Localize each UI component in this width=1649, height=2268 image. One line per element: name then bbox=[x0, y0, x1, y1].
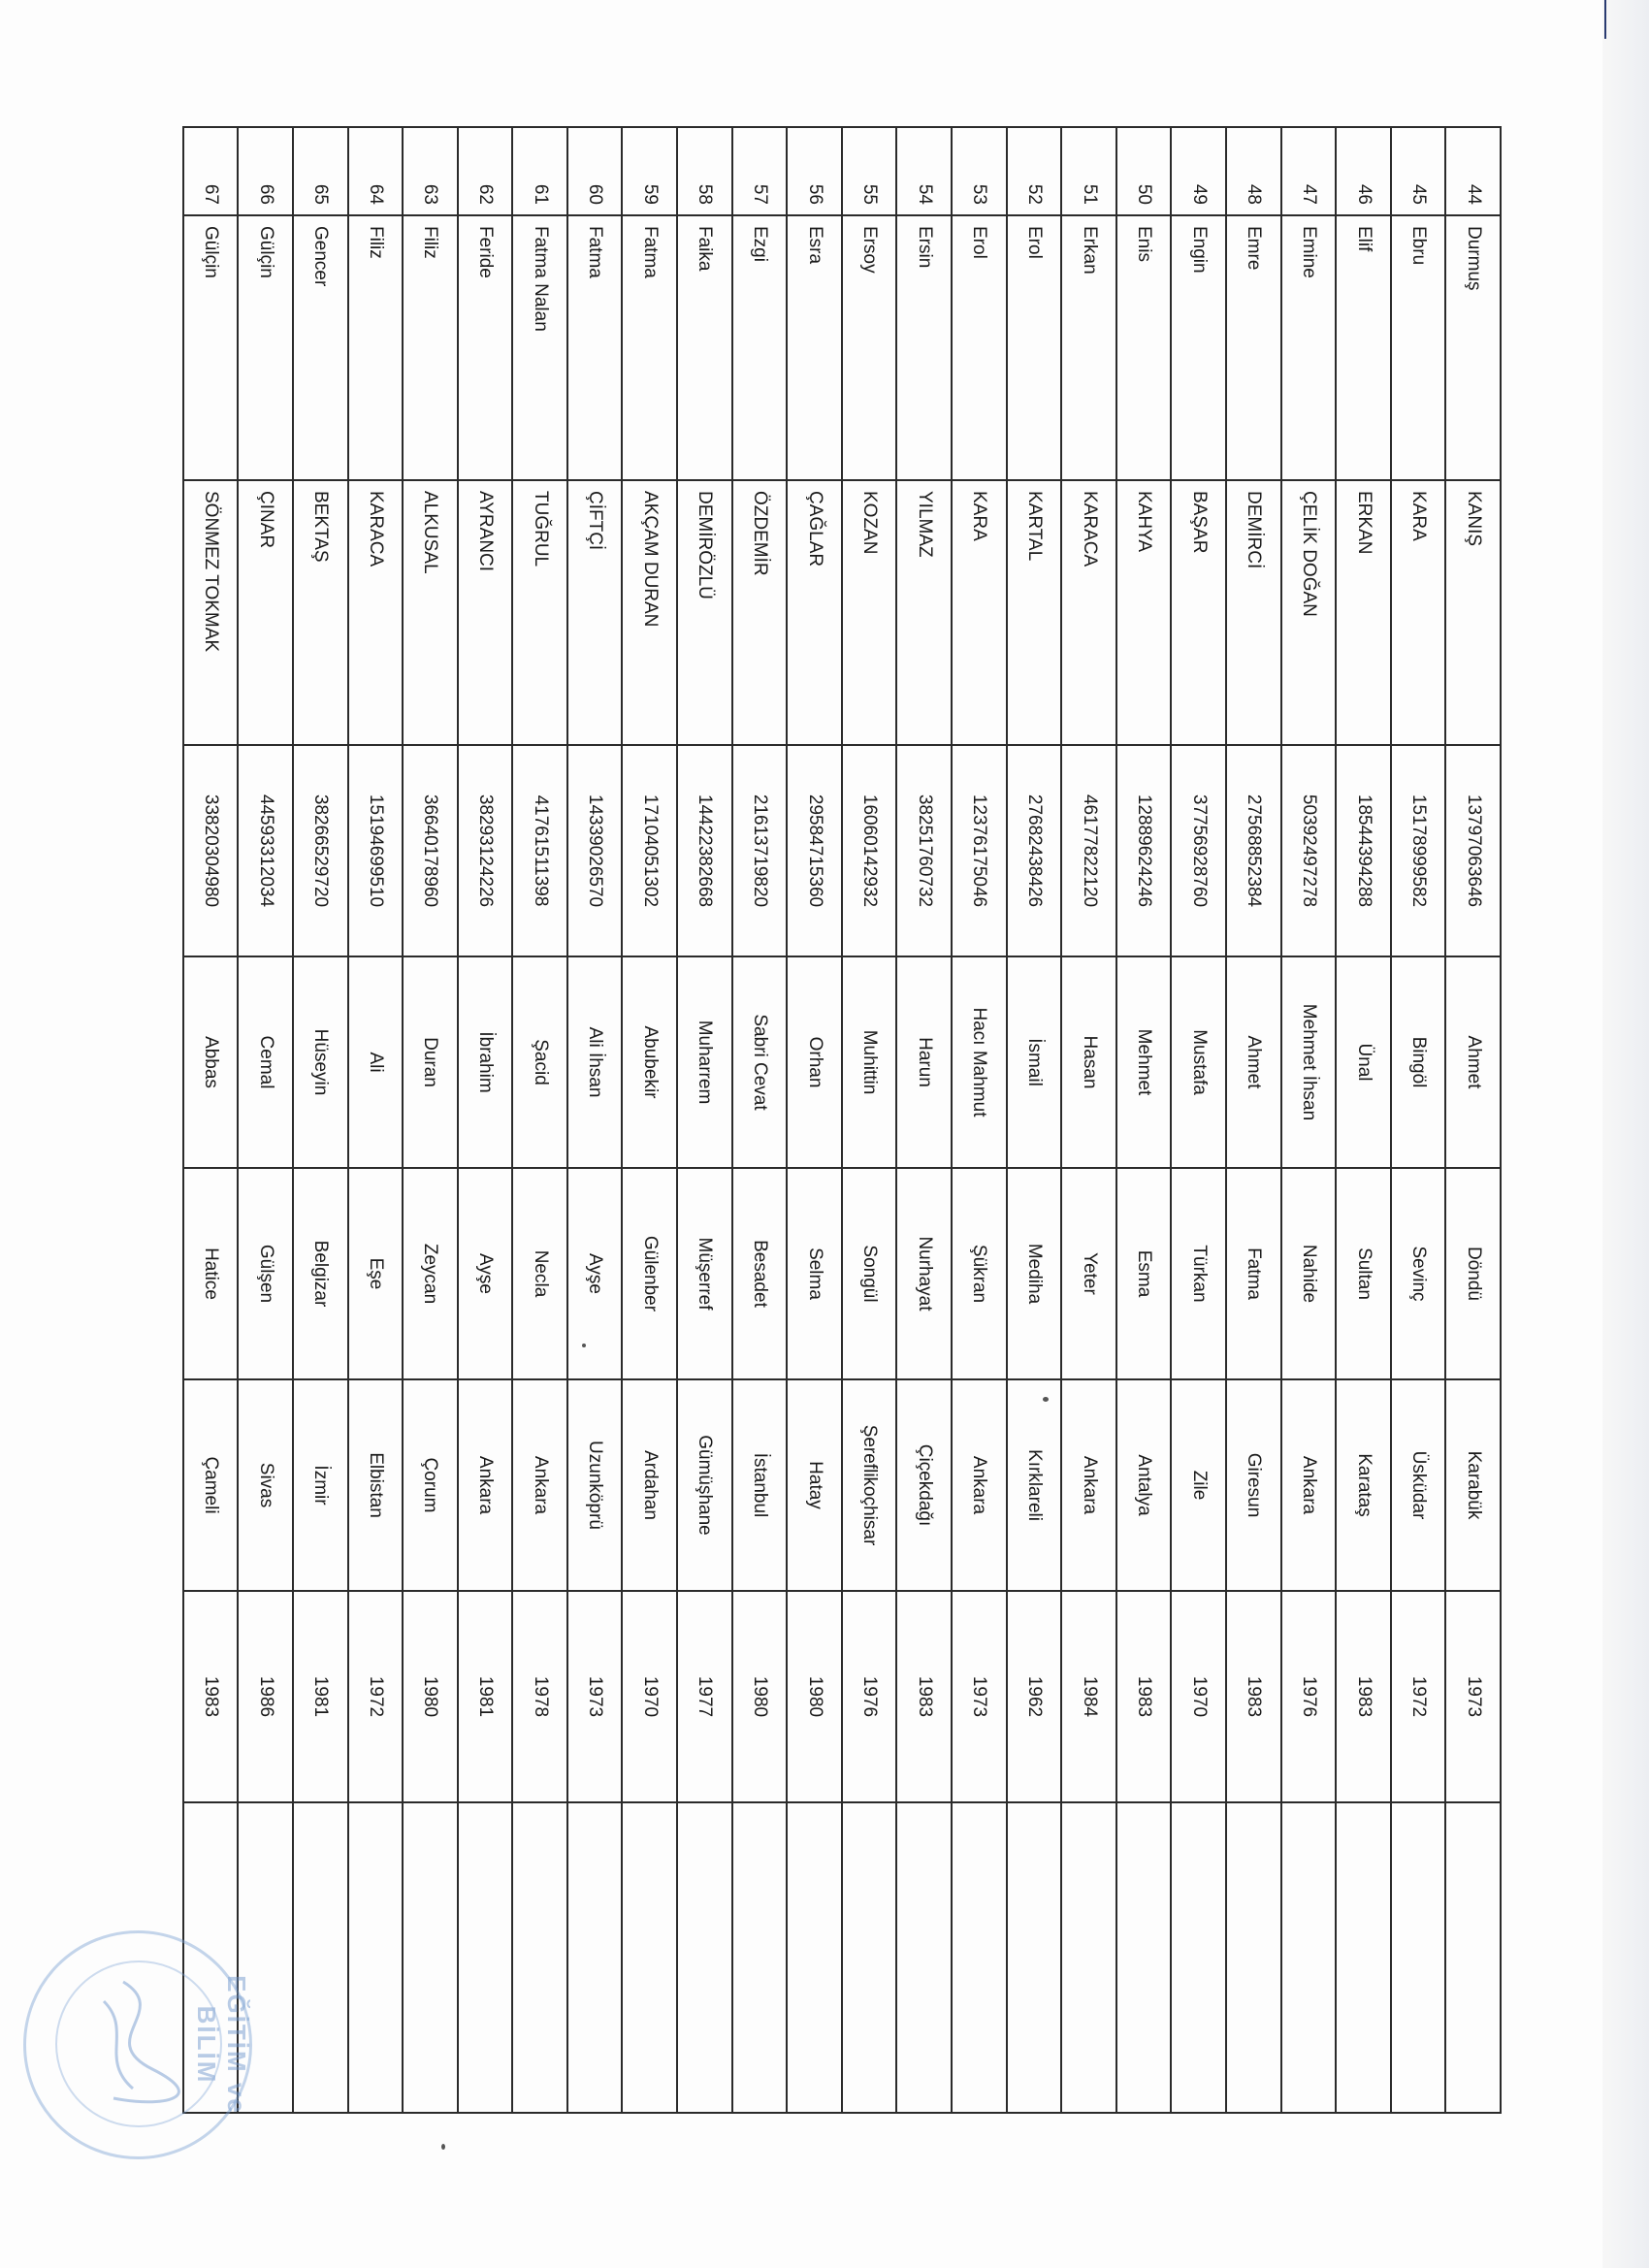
cell-place: Çiçekdağı bbox=[896, 1379, 952, 1591]
table-row bbox=[623, 127, 678, 2113]
table-row bbox=[293, 127, 348, 2113]
cell-note bbox=[1336, 1802, 1391, 2113]
cell-first: Erol bbox=[1007, 215, 1062, 480]
cell-no: 47 bbox=[1281, 127, 1337, 215]
cell-year: 1962 bbox=[1007, 1591, 1062, 1802]
cell-place: Sivas bbox=[238, 1379, 293, 1591]
cell-mother: Yeter bbox=[1061, 1168, 1116, 1379]
table-row bbox=[787, 127, 842, 2113]
cell-tc: 36640178960 bbox=[403, 745, 458, 956]
cell-first: Fatma bbox=[567, 215, 623, 480]
cell-mother: Besadet bbox=[732, 1168, 788, 1379]
table-row bbox=[567, 127, 623, 2113]
cell-tc: 21613719820 bbox=[732, 745, 788, 956]
table-row bbox=[1445, 127, 1501, 2113]
cell-no: 66 bbox=[238, 127, 293, 215]
cell-tc: 27682438426 bbox=[1007, 745, 1062, 956]
cell-year: 1983 bbox=[896, 1591, 952, 1802]
cell-year: 1986 bbox=[238, 1591, 293, 1802]
cell-tc: 46177822120 bbox=[1061, 745, 1116, 956]
cell-first: Gülçin bbox=[183, 215, 239, 480]
cell-year: 1981 bbox=[458, 1591, 513, 1802]
table-row bbox=[1226, 127, 1281, 2113]
cell-father: Bingöl bbox=[1391, 956, 1446, 1168]
cell-last: ALKUSAL bbox=[403, 480, 458, 745]
cell-tc: 41761511398 bbox=[512, 745, 567, 956]
cell-father: Ali İhsan bbox=[567, 956, 623, 1168]
cell-mother: Sultan bbox=[1336, 1168, 1391, 1379]
cell-place: Ankara bbox=[512, 1379, 567, 1591]
cell-note bbox=[348, 1802, 404, 2113]
cell-first: Gülçin bbox=[238, 215, 293, 480]
cell-note bbox=[623, 1802, 678, 2113]
cell-place: Kırklareli bbox=[1007, 1379, 1062, 1591]
cell-year: 1976 bbox=[1281, 1591, 1337, 1802]
table-row bbox=[1061, 127, 1116, 2113]
cell-mother: Nahide bbox=[1281, 1168, 1337, 1379]
cell-mother: Türkan bbox=[1171, 1168, 1226, 1379]
cell-mother: Döndü bbox=[1445, 1168, 1501, 1379]
cell-place: Şereflikoçhisar bbox=[842, 1379, 897, 1591]
cell-last: ÖZDEMİR bbox=[732, 480, 788, 745]
cell-last: AYRANCI bbox=[458, 480, 513, 745]
cell-no: 51 bbox=[1061, 127, 1116, 215]
cell-tc: 37756928760 bbox=[1171, 745, 1226, 956]
table-row bbox=[1171, 127, 1226, 2113]
cell-no: 61 bbox=[512, 127, 567, 215]
table-row bbox=[842, 127, 897, 2113]
cell-place: Gümüşhane bbox=[677, 1379, 732, 1591]
stamp-text: EĞİTİM ve BİLİM bbox=[192, 1975, 251, 2115]
cell-note bbox=[842, 1802, 897, 2113]
cell-mother: Zeycan bbox=[403, 1168, 458, 1379]
cell-father: Ahmet bbox=[1445, 956, 1501, 1168]
cell-mother: Necla bbox=[512, 1168, 567, 1379]
cell-father: Mustafa bbox=[1171, 956, 1226, 1168]
cell-mother: Gülşen bbox=[238, 1168, 293, 1379]
cell-father: Ahmet bbox=[1226, 956, 1281, 1168]
cell-father: Sabri Cevat bbox=[732, 956, 788, 1168]
cell-place: Ardahan bbox=[623, 1379, 678, 1591]
cell-mother: Ayşe bbox=[567, 1168, 623, 1379]
cell-no: 58 bbox=[677, 127, 732, 215]
cell-first: Fatma bbox=[623, 215, 678, 480]
cell-year: 1978 bbox=[512, 1591, 567, 1802]
cell-mother: Sevinç bbox=[1391, 1168, 1446, 1379]
cell-father: Orhan bbox=[787, 956, 842, 1168]
cell-place: Antalya bbox=[1116, 1379, 1172, 1591]
cell-first: Gencer bbox=[293, 215, 348, 480]
cell-first: Filiz bbox=[348, 215, 404, 480]
cell-father: Ali bbox=[348, 956, 404, 1168]
cell-tc: 16060142932 bbox=[842, 745, 897, 956]
table-row bbox=[677, 127, 732, 2113]
cell-last: ERKAN bbox=[1336, 480, 1391, 745]
cell-mother: Fatma bbox=[1226, 1168, 1281, 1379]
cell-note bbox=[732, 1802, 788, 2113]
cell-note bbox=[787, 1802, 842, 2113]
cell-year: 1980 bbox=[787, 1591, 842, 1802]
cell-note bbox=[458, 1802, 513, 2113]
table-row bbox=[183, 127, 239, 2113]
cell-no: 64 bbox=[348, 127, 404, 215]
cell-note bbox=[1061, 1802, 1116, 2113]
cell-last: KARACA bbox=[348, 480, 404, 745]
cell-father: Hasan bbox=[1061, 956, 1116, 1168]
cell-last: YILMAZ bbox=[896, 480, 952, 745]
cell-father: Harun bbox=[896, 956, 952, 1168]
cell-tc: 12376175046 bbox=[952, 745, 1007, 956]
cell-mother: Eşe bbox=[348, 1168, 404, 1379]
cell-mother: Esma bbox=[1116, 1168, 1172, 1379]
cell-mother: Müşerref bbox=[677, 1168, 732, 1379]
cell-note bbox=[677, 1802, 732, 2113]
cell-first: Filiz bbox=[403, 215, 458, 480]
cell-last: SÖNMEZ TOKMAK bbox=[183, 480, 239, 745]
scan-speck bbox=[1043, 1397, 1049, 1402]
cell-last: ÇELİK DOĞAN bbox=[1281, 480, 1337, 745]
scan-speck bbox=[582, 1344, 586, 1347]
cell-no: 53 bbox=[952, 127, 1007, 215]
cell-last: ÇİFTÇİ bbox=[567, 480, 623, 745]
cell-father: Mehmet İhsan bbox=[1281, 956, 1337, 1168]
cell-place: Çorum bbox=[403, 1379, 458, 1591]
cell-year: 1972 bbox=[1391, 1591, 1446, 1802]
cell-first: Elif bbox=[1336, 215, 1391, 480]
cell-last: DEMİRCİ bbox=[1226, 480, 1281, 745]
cell-father: Hacı Mahmut bbox=[952, 956, 1007, 1168]
stamp-signature bbox=[84, 1972, 191, 2118]
cell-note bbox=[1226, 1802, 1281, 2113]
cell-note bbox=[1391, 1802, 1446, 2113]
cell-mother: Belgizar bbox=[293, 1168, 348, 1379]
cell-place: Ankara bbox=[952, 1379, 1007, 1591]
cell-father: Abubekir bbox=[623, 956, 678, 1168]
cell-note bbox=[896, 1802, 952, 2113]
cell-first: Faika bbox=[677, 215, 732, 480]
cell-no: 52 bbox=[1007, 127, 1062, 215]
table-row bbox=[1336, 127, 1391, 2113]
cell-place: Ankara bbox=[1061, 1379, 1116, 1591]
cell-tc: 33820304980 bbox=[183, 745, 239, 956]
cell-mother: Ayşe bbox=[458, 1168, 513, 1379]
cell-place: Karataş bbox=[1336, 1379, 1391, 1591]
cell-last: KOZAN bbox=[842, 480, 897, 745]
cell-place: Üsküdar bbox=[1391, 1379, 1446, 1591]
cell-last: ÇINAR bbox=[238, 480, 293, 745]
cell-place: İzmir bbox=[293, 1379, 348, 1591]
table-row bbox=[403, 127, 458, 2113]
cell-father: İbrahim bbox=[458, 956, 513, 1168]
cell-tc: 13797063646 bbox=[1445, 745, 1501, 956]
cell-mother: Hatice bbox=[183, 1168, 239, 1379]
cell-mother: Şükran bbox=[952, 1168, 1007, 1379]
cell-tc: 38266529720 bbox=[293, 745, 348, 956]
table-row bbox=[1116, 127, 1172, 2113]
cell-year: 1973 bbox=[952, 1591, 1007, 1802]
cell-tc: 38293124226 bbox=[458, 745, 513, 956]
cell-place: Çameli bbox=[183, 1379, 239, 1591]
cell-note bbox=[293, 1802, 348, 2113]
cell-first: Durmuş bbox=[1445, 215, 1501, 480]
cell-first: Emine bbox=[1281, 215, 1337, 480]
cell-note bbox=[1116, 1802, 1172, 2113]
cell-last: BAŞAR bbox=[1171, 480, 1226, 745]
table-row bbox=[512, 127, 567, 2113]
cell-no: 60 bbox=[567, 127, 623, 215]
cell-first: Ersoy bbox=[842, 215, 897, 480]
cell-year: 1976 bbox=[842, 1591, 897, 1802]
cell-note bbox=[952, 1802, 1007, 2113]
cell-place: İstanbul bbox=[732, 1379, 788, 1591]
cell-place: Zile bbox=[1171, 1379, 1226, 1591]
cell-first: Emre bbox=[1226, 215, 1281, 480]
cell-first: Enis bbox=[1116, 215, 1172, 480]
cell-note bbox=[1281, 1802, 1337, 2113]
cell-first: Ezgi bbox=[732, 215, 788, 480]
cell-mother: Songül bbox=[842, 1168, 897, 1379]
cell-mother: Nurhayat bbox=[896, 1168, 952, 1379]
cell-father: Muharrem bbox=[677, 956, 732, 1168]
cell-place: Giresun bbox=[1226, 1379, 1281, 1591]
cell-place: Ankara bbox=[1281, 1379, 1337, 1591]
table-row bbox=[348, 127, 404, 2113]
cell-tc: 18544394288 bbox=[1336, 745, 1391, 956]
cell-first: Ersin bbox=[896, 215, 952, 480]
cell-father: Hüseyin bbox=[293, 956, 348, 1168]
cell-tc: 14422382668 bbox=[677, 745, 732, 956]
cell-tc: 29584715360 bbox=[787, 745, 842, 956]
cell-first: Fatma Nalan bbox=[512, 215, 567, 480]
cell-last: TUĞRUL bbox=[512, 480, 567, 745]
cell-tc: 14339026570 bbox=[567, 745, 623, 956]
cell-last: KARA bbox=[952, 480, 1007, 745]
cell-tc: 15178999582 bbox=[1391, 745, 1446, 956]
cell-last: BEKTAŞ bbox=[293, 480, 348, 745]
institution-stamp bbox=[23, 1930, 252, 2159]
cell-no: 46 bbox=[1336, 127, 1391, 215]
cell-father: Duran bbox=[403, 956, 458, 1168]
cell-year: 1973 bbox=[1445, 1591, 1501, 1802]
cell-year: 1980 bbox=[403, 1591, 458, 1802]
cell-first: Engin bbox=[1171, 215, 1226, 480]
cell-first: Feride bbox=[458, 215, 513, 480]
cell-note bbox=[1007, 1802, 1062, 2113]
table-row bbox=[1391, 127, 1446, 2113]
cell-no: 45 bbox=[1391, 127, 1446, 215]
cell-no: 56 bbox=[787, 127, 842, 215]
cell-year: 1983 bbox=[183, 1591, 239, 1802]
cell-note bbox=[403, 1802, 458, 2113]
cell-father: Cemal bbox=[238, 956, 293, 1168]
cell-last: KARACA bbox=[1061, 480, 1116, 745]
cell-father: Abbas bbox=[183, 956, 239, 1168]
cell-father: Muhittin bbox=[842, 956, 897, 1168]
table-row bbox=[458, 127, 513, 2113]
cell-no: 65 bbox=[293, 127, 348, 215]
cell-last: KARA bbox=[1391, 480, 1446, 745]
cell-last: AKÇAM DURAN bbox=[623, 480, 678, 745]
cell-father: İsmail bbox=[1007, 956, 1062, 1168]
cell-year: 1973 bbox=[567, 1591, 623, 1802]
table-row bbox=[1007, 127, 1062, 2113]
cell-mother: Mediha bbox=[1007, 1168, 1062, 1379]
cell-first: Ebru bbox=[1391, 215, 1446, 480]
cell-note bbox=[1171, 1802, 1226, 2113]
cell-last: KARTAL bbox=[1007, 480, 1062, 745]
cell-father: Ünal bbox=[1336, 956, 1391, 1168]
table-row bbox=[896, 127, 952, 2113]
table-row bbox=[238, 127, 293, 2113]
cell-no: 59 bbox=[623, 127, 678, 215]
cell-tc: 17104051302 bbox=[623, 745, 678, 956]
cell-no: 62 bbox=[458, 127, 513, 215]
cell-no: 67 bbox=[183, 127, 239, 215]
cell-father: Şacid bbox=[512, 956, 567, 1168]
cell-year: 1983 bbox=[1336, 1591, 1391, 1802]
cell-mother: Selma bbox=[787, 1168, 842, 1379]
cell-tc: 15194699510 bbox=[348, 745, 404, 956]
cell-first: Erkan bbox=[1061, 215, 1116, 480]
cell-last: KANIŞ bbox=[1445, 480, 1501, 745]
scan-speck bbox=[441, 2144, 445, 2150]
cell-note bbox=[567, 1802, 623, 2113]
cell-note bbox=[1445, 1802, 1501, 2113]
cell-no: 48 bbox=[1226, 127, 1281, 215]
cell-last: ÇAĞLAR bbox=[787, 480, 842, 745]
cell-year: 1983 bbox=[1116, 1591, 1172, 1802]
cell-year: 1983 bbox=[1226, 1591, 1281, 1802]
cell-tc: 27568852384 bbox=[1226, 745, 1281, 956]
cell-year: 1970 bbox=[623, 1591, 678, 1802]
cell-last: DEMİRÖZLÜ bbox=[677, 480, 732, 745]
cell-no: 63 bbox=[403, 127, 458, 215]
cell-place: Ankara bbox=[458, 1379, 513, 1591]
cell-no: 49 bbox=[1171, 127, 1226, 215]
cell-tc: 38251760732 bbox=[896, 745, 952, 956]
cell-first: Erol bbox=[952, 215, 1007, 480]
cell-tc: 12889624246 bbox=[1116, 745, 1172, 956]
table-row bbox=[732, 127, 788, 2113]
personnel-table bbox=[182, 126, 1502, 2114]
cell-year: 1980 bbox=[732, 1591, 788, 1802]
cell-no: 44 bbox=[1445, 127, 1501, 215]
cell-last: KAHYA bbox=[1116, 480, 1172, 745]
table-row bbox=[952, 127, 1007, 2113]
cell-year: 1970 bbox=[1171, 1591, 1226, 1802]
cell-father: Mehmet bbox=[1116, 956, 1172, 1168]
cell-first: Esra bbox=[787, 215, 842, 480]
cell-year: 1981 bbox=[293, 1591, 348, 1802]
cell-mother: Gülenber bbox=[623, 1168, 678, 1379]
cell-year: 1977 bbox=[677, 1591, 732, 1802]
cell-year: 1972 bbox=[348, 1591, 404, 1802]
cell-place: Hatay bbox=[787, 1379, 842, 1591]
cell-place: Uzunköprü bbox=[567, 1379, 623, 1591]
cell-no: 55 bbox=[842, 127, 897, 215]
cell-no: 57 bbox=[732, 127, 788, 215]
cell-note bbox=[512, 1802, 567, 2113]
cell-tc: 44593312034 bbox=[238, 745, 293, 956]
cell-place: Karabük bbox=[1445, 1379, 1501, 1591]
cell-tc: 50392497278 bbox=[1281, 745, 1337, 956]
cell-place: Elbistan bbox=[348, 1379, 404, 1591]
table-row bbox=[1281, 127, 1337, 2113]
cell-no: 50 bbox=[1116, 127, 1172, 215]
cell-no: 54 bbox=[896, 127, 952, 215]
cell-year: 1984 bbox=[1061, 1591, 1116, 1802]
